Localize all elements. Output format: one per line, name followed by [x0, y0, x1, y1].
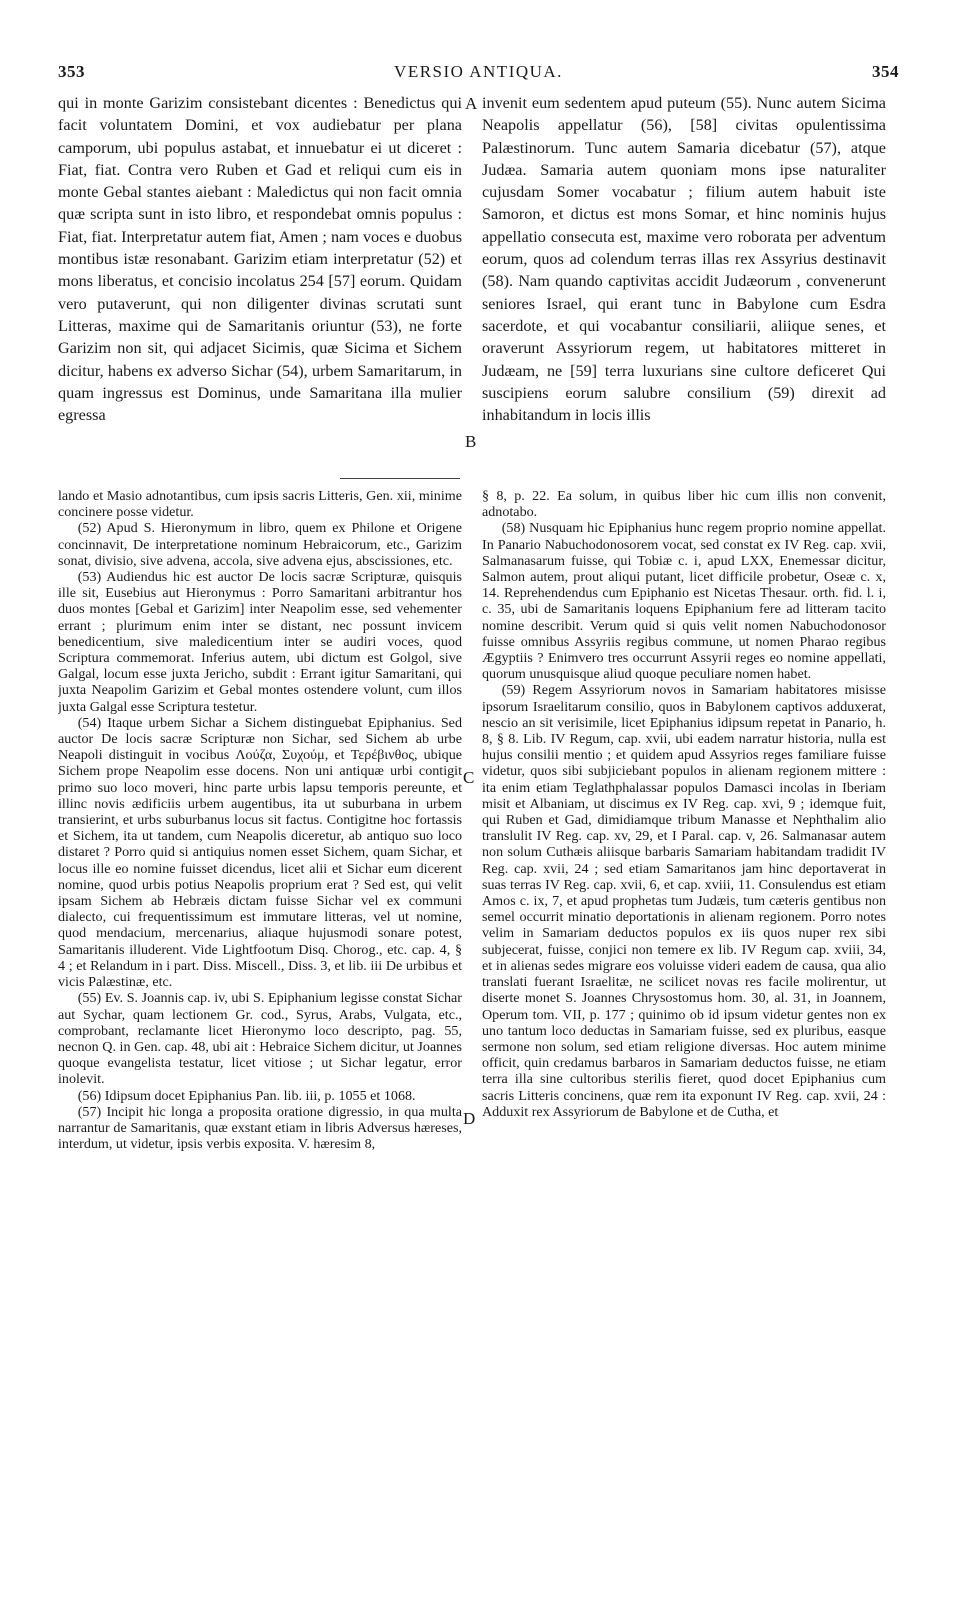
footnotes-right-column — [482, 488, 886, 1543]
margin-marker-b: B — [465, 432, 477, 451]
page-number-left: 353 — [58, 62, 85, 81]
footnote-55: (55) Ev. S. Joannis cap. iv, ubi S. Epiphanium legisse constat Sichar aut Sychar, quam lectionem Gr. cod., Syrus, Arabs, Vulgata, etc., comprobant, reclamante licet Hieronymo loco descripto, pag. 55, necnon Q. in Gen. cap. 48, ubi ait : Hebraice Sichem dicitur, ut Joannes quoque evangelista testatur, licet vitiose ; ut Sichar legatur, error inolevit. — [58, 990, 462, 1088]
footnote-52: (52) Apud S. Hieronymum in libro, quem ex Philone et Origene concinnavit, De interpretatione nominum Hebraicorum, etc., Garizim sonat, divisio, sive advena, accola, sive advena ejus, abscissiones, etc. — [58, 520, 462, 569]
page-header — [58, 62, 899, 86]
main-text-right: invenit eum sedentem apud puteum (55). Nunc autem Sicima Neapolis appellatur (56), [58] civitas opulentissima Palæstinorum. Tunc autem Samaria dicebatur (57), atque Judæa. Samaria autem quoniam mons ipse naturaliter cujusdam Somer vocabatur ; filium autem habuit iste Samoron, et dictus est mons Somar, et hinc nominis hujus appellatio consecuta est, maxime vero roborata per adventum eorum, quos ad colendum terras illas rex Assyrius destinavit (58). Nam quando captivitas accidit Judæorum , convenerunt seniores Israel, qui erant tunc in Babylone cum Esdra sacerdote, et qui vocabantur consiliarii, aliique senes, et oraverunt Assyriorum regem, ut habitatores mitteret in Judæam, ne [59] terra luxurians sine cultore deficeret Qui suscipiens eorum salubre consilium (59) direxit ad inhabitandum in locis illis — [482, 94, 886, 425]
footnote-58: (58) Nusquam hic Epiphanius hunc regem proprio nomine appellat. In Panario Nabuchodonosorem vocat, sed constat ex IV Reg. cap. xvii, Salmanasarum fuisse, qui Tobiæ c. i, apud LXX, Enemessar dicitur, Salmon autem, prout aliqui putant, licet difficile probetur, Oseæ c. x, 14. Reprehendendus cum Epiphanio est Nicetas Thesaur. orth. fid. l. i, c. 35, ubi de Samaritanis loquens Epiphanium fere ad litteram tacito nomine describit. Verum quid si quis velit nomen Nabuchodonosor fuisse omnibus Assyriis regibus commune, ut nomen Pharao regibus Ægyptiis ? Enimvero tres occurrunt Assyrii reges eo nomine appellati, quorum unusquisque aliud quoque peculiare nomen habet. — [482, 520, 886, 683]
footnote-54: (54) Itaque urbem Sichar a Sichem distinguebat Epiphanius. Sed auctor De locis sacræ Scripturæ non Sichar, sed Sichem ab urbe Neapoli distinguit in vocibus Λούζα, Συχούμ, et Τερέβινθος, ubique Sichem prope Neapolim esse docens. Non uni antiquæ urbi contigit primo suo loco moveri, hinc parte urbis lapsu temporis pereunte, et illinc novis ædificiis urbem augentibus, ita ut suburbana in urbem transierint, et urbs suburbanus locus sit factus. Contigitne hoc fortassis et Sichem, ita ut tandem, cum Neapolis diceretur, ab antiquo suo loco distaret ? Porro quid si antiquius nomen esset Sichem, quam Sichar, et locus ille eo nomine fuisset dicendus, licet alii et Sichar eum dicerent nomine, quod urbis potius Neapolis proprium erat ? Sed est, qui velit ipsam Sichem ab Hebræis dictam fuisse Sichar vel ex communi dialecto, cui frequentissimum est immutare litteras, vel ut nomine, quod mendacium, mercenarius, aliaque hujusmodi sonare potest, Samaritanis illuderent. Vide Lightfootum Disq. Chorog., etc. cap. 4, § 4 ; et Relandum in i part. Diss. Miscell., Diss. 3, et lib. iii De urbibus et vicis Palæstinæ, etc. — [58, 714, 462, 991]
footnote-59: (59) Regem Assyriorum novos in Samariam habitatores misisse ipsorum Israelitarum consilio, quos in Babylonem captivos adduxerat, nescio an sit verisimile, licet Epiphanius idipsum repetat in Panario, h. 8, § 8. Lib. IV Regum, cap. xvii, ubi eadem narratur historia, nulla est hujus consilii mentio ; et quidem apud Assyrios reges familiare fuisse videtur, quos sibi subjiciebant populos in alienam regionem mittere : ita enim etiam Teglathphalassar populos Damasci incolas in Iberiam misit et Albaniam, ut discimus ex IV Reg. cap. xvi, 9 ; idemque fuit, qui Ruben et Gad, dimidiamque tribum Manasse et Nephthalim alio translulit IV Reg. cap. xv, 29, et I Paral. cap. v, 26. Salmanasar autem non solum Cuthæis aliisque barbaris Samariam habitandam tradidit IV Reg. cap. xvii, 24 ; sed etiam Samaritanos jam hinc deportaverat in suas terras IV Reg. cap. xvii, 6, et cap. xviii, 11. Consulendus est etiam Amos c. ix, 7, et apud prophetas tum Judæis, tum cæteris gentibus non semel occurrit minatio deportationis in alienam regionem. Porro notes velim in Samariam deductos populos ex iis quos nuper rex sibi subjecerat, fuisse, conjici non temere ex lib. IV Regum cap. xviii, 34, et in alienas sedes migrare eos voluisse videri eadem de causa, qua alio translati fuerant Israelitæ, ne scilicet novas res facile molirentur, ut diserte monet S. Joannes Chrysostomus hom. 30, al. 31, in Joannem, Operum tom. VII, p. 177 ; quinimo ob id ipsum videtur gentes non ex uno tantum loco deductas in Samariam fuisse, sed ex pluribus, easque sermone non solum, sed etiam religione diversas. Hoc autem minime officit, quin credamus barbaros in Samariam deductos fuisse, ne etiam terra illa sine cultoribus sterilis fieret, quod docet Epiphanius cum sacris Litteris concinens, quæ rem ita exponunt IV Reg. cap. xvii, 24 : Adduxit rex Assyriorum de Babylone et de Cutha, et — [482, 682, 886, 1120]
main-text-left: qui in monte Garizim consistebant dicentes : Benedictus qui facit voluntatem Domini, et vox audiebatur per plana camporum, ubi populus astabat, et innuebatur ei ut diceret : Fiat, fiat. Contra vero Ruben et Gad et reliqui cum eis in monte Gebal stantes aiebant : Maledictus qui non facit omnia quæ scripta sunt in isto libro, et respondebat omnis populus : Fiat, fiat. Interpretatur autem fiat, Amen ; nam voces e duobus montibus istæ resonabant. Garizim etiam interpretatur (52) et mons liberatus, et concisio incolatus 254 [57] eorum. Quidam vero putaverunt, qui non diligenter divinas scrutati sunt Litteras, maxime qui de Samaritanis oriuntur (53), ne forte Garizim non sit, qui adjacet Sicimis, quæ Sicima et Sichem dicitur, habens ex adverso Sichar (54), urbem Samaritarum, in quam ingressus est Dominus, unde Samaritana illa mulier egressa — [58, 94, 462, 425]
footnote-56: (56) Idipsum docet Epiphanius Pan. lib. iii, p. 1055 et 1068. — [77, 1087, 416, 1104]
footnote-separator — [340, 478, 460, 479]
running-title: VERSIO ANTIQUA. — [394, 62, 563, 81]
main-text-right-column — [482, 92, 886, 474]
footnote: lando et Masio adnotantibus, cum ipsis sacris Litteris, Gen. xii, minime concinere posse videtur. — [58, 488, 462, 521]
footnotes-left-column — [58, 488, 462, 1543]
footnote: § 8, p. 22. Ea solum, in quibus liber hic cum illis non convenit, adnotabo. — [482, 488, 886, 521]
main-text-left-column — [58, 92, 462, 472]
page-number-right: 354 — [872, 62, 899, 81]
footnote-53: (53) Audiendus hic est auctor De locis sacræ Scripturæ, quisquis ille sit, Eusebius aut Hieronymus : Porro Samaritani arbitrantur hos duos montes [Gebal et Garizim] inter Neapolim esse, sed vehementer errant ; plurimum enim inter se distant, nec possunt invicem benedicentium, sive maledicentium inter se audiri voces, quod Scriptura commemorat. Inferius autem, ubi dictum est Golgol, sive Galgal, locum esse juxta Jericho, subdit : Errant igitur Samaritani, qui juxta Neapolim Garizim et Gebal montes ostendere volunt, cum illos juxta Galgal esse Scriptura testetur. — [58, 569, 462, 715]
margin-marker-d: D — [463, 1109, 476, 1128]
margin-marker-c: C — [463, 768, 475, 787]
footnote-57: (57) Incipit hic longa a proposita oratione digressio, in qua multa narrantur de Samaritanis, quæ exstant etiam in libris Adversus hæreses, interdum, ut videtur, ipsis verbis exposita. V. hæresim 8, — [58, 1103, 462, 1153]
margin-marker-a: A — [465, 94, 478, 113]
